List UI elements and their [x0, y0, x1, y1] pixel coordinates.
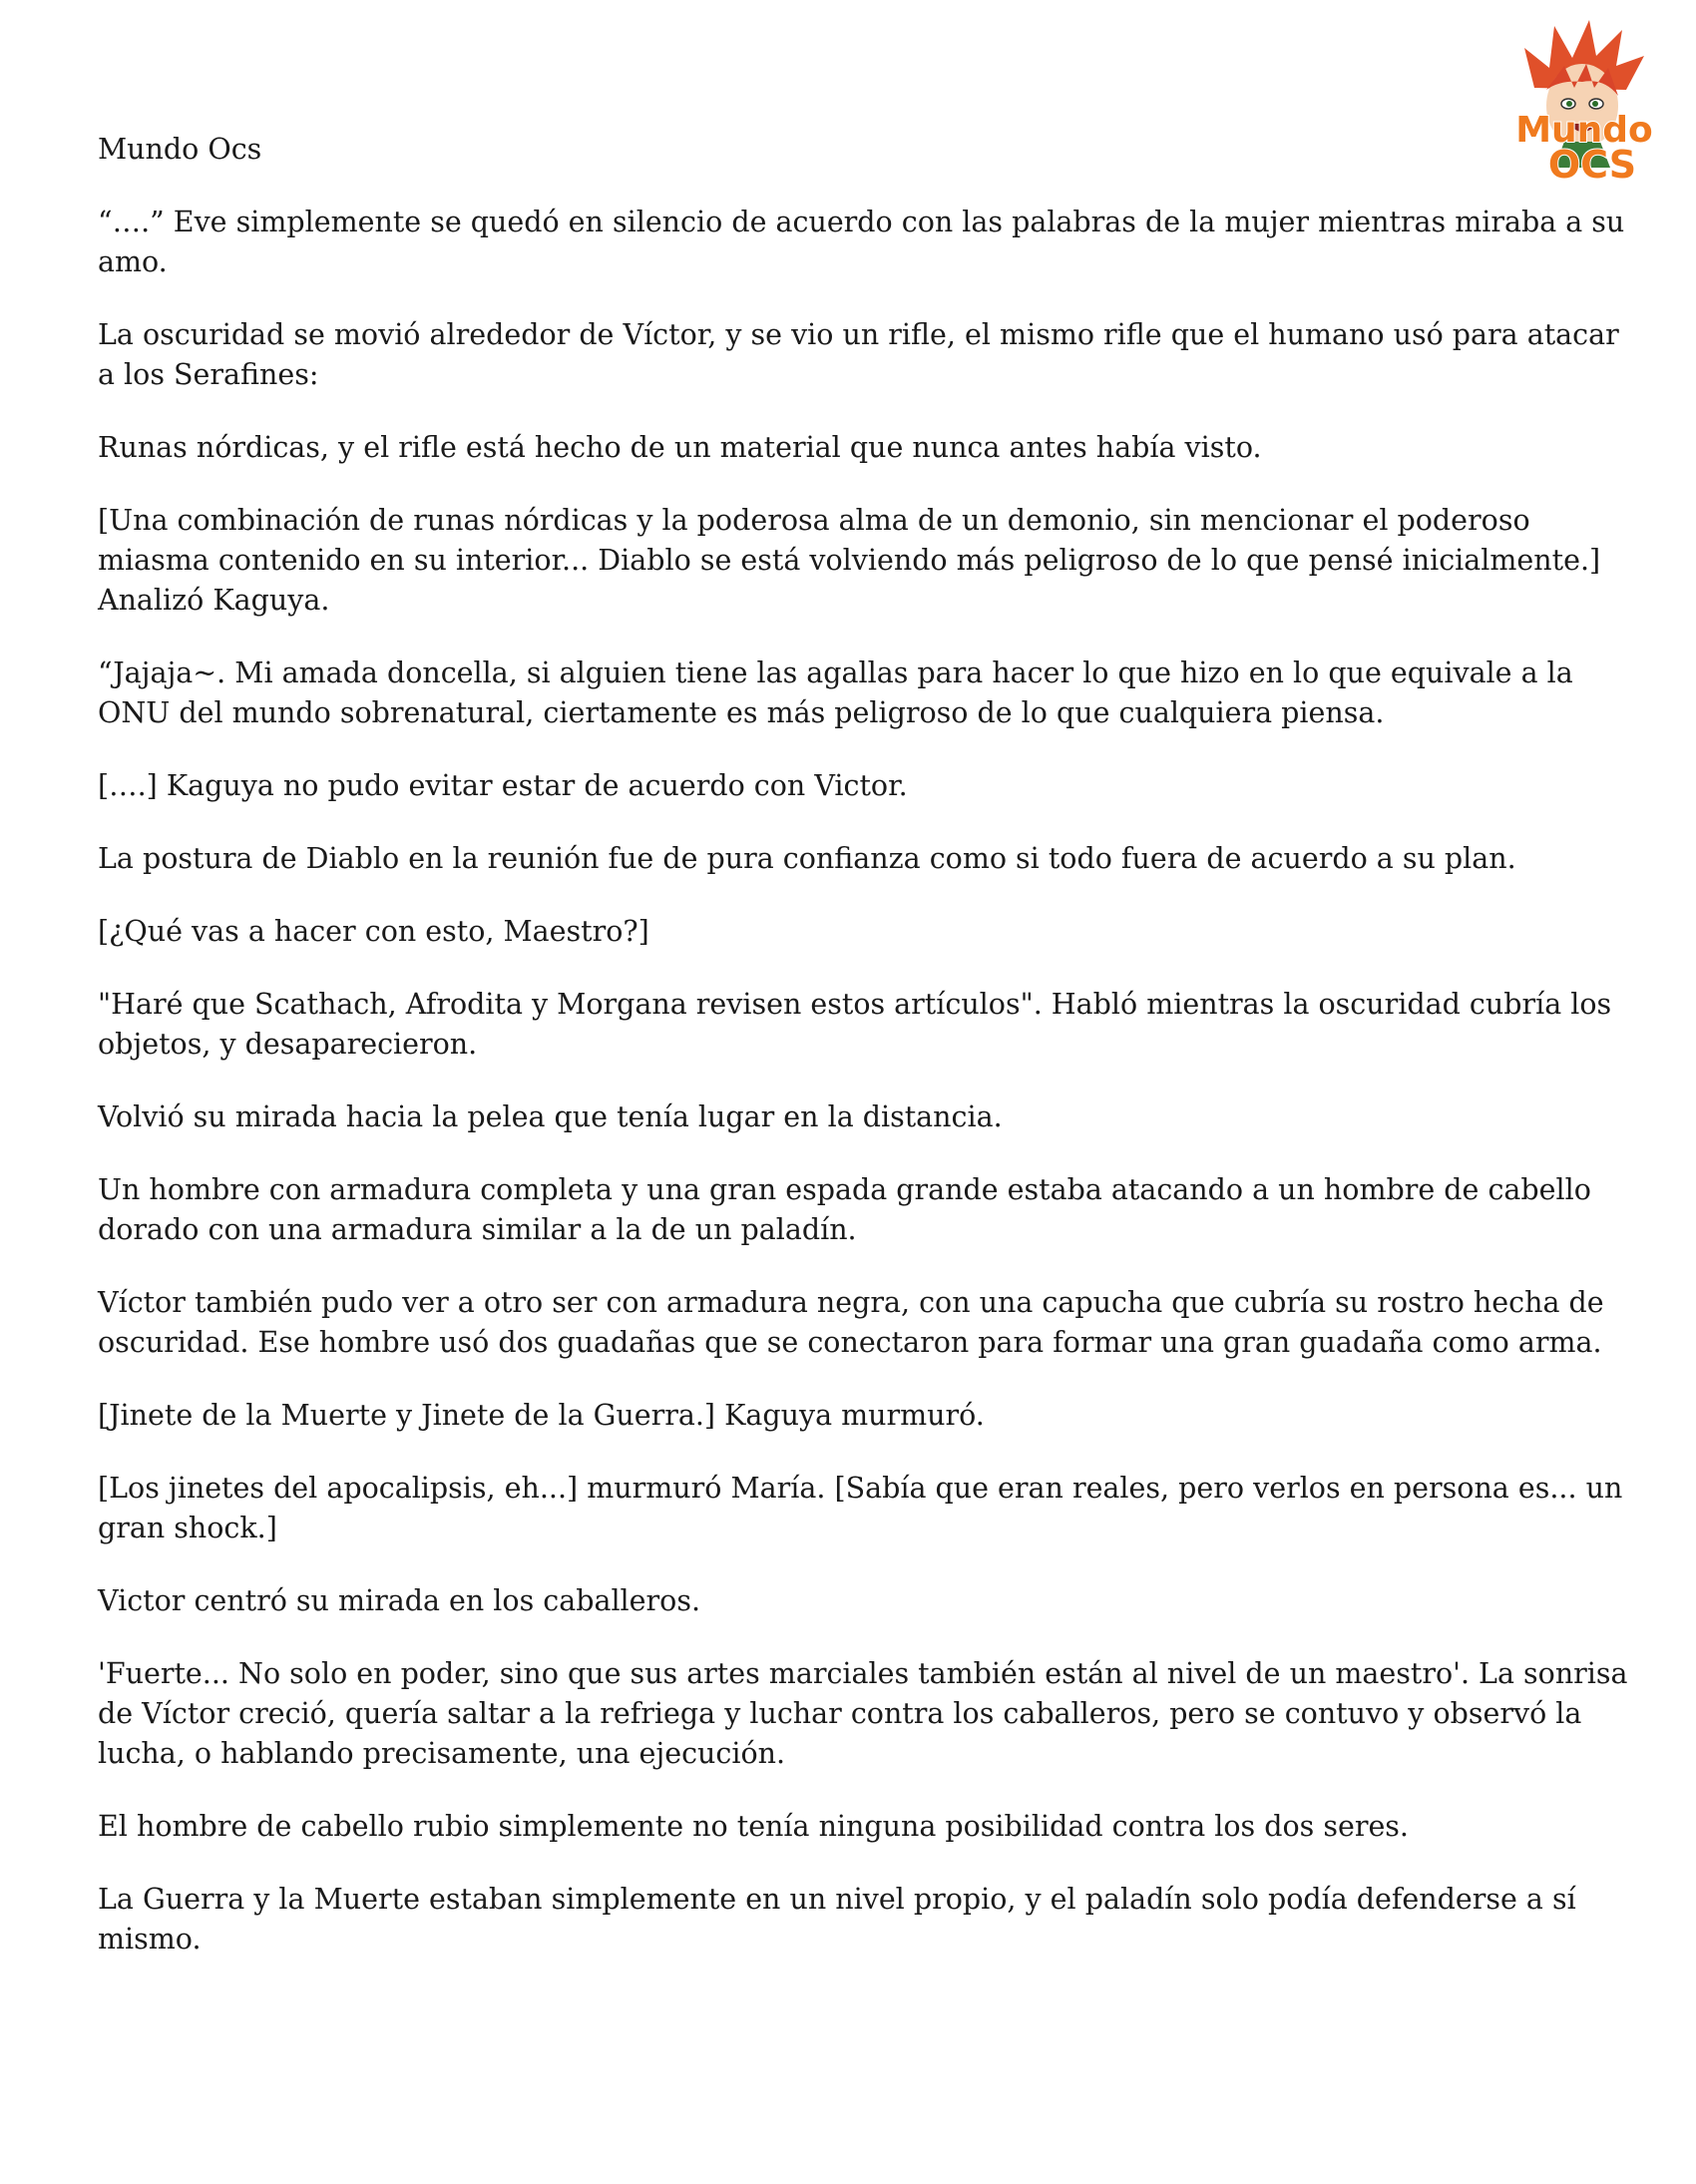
paragraph-15: Victor centró su mirada en los caballeros.	[98, 1584, 701, 1617]
paragraph-1: “….” Eve simplemente se quedó en silencio de acuerdo con las palabras de la mujer mientras miraba a su amo.	[98, 206, 1625, 278]
paragraph-13: [Jinete de la Muerte y Jinete de la Guerra.] Kaguya murmuró.	[98, 1399, 985, 1432]
svg-text:OCS: OCS	[1547, 143, 1637, 187]
paragraph-10: Volvió su mirada hacia la pelea que tenía lugar en la distancia.	[98, 1100, 1003, 1133]
paragraph-6: [….] Kaguya no pudo evitar estar de acuerdo con Victor.	[98, 769, 908, 802]
paragraph-9: "Haré que Scathach, Afrodita y Morgana revisen estos artículos". Habló mientras la oscuridad cubría los objetos, y desaparecieron.	[98, 988, 1612, 1061]
paragraph-16: 'Fuerte... No solo en poder, sino que sus artes marciales también están al nivel de un maestro'. La sonrisa de Víctor creció, quería saltar a la refriega y luchar contra los caballeros, pero se contuvo y observó la lucha, o hablando precisamente, una ejecución.	[98, 1657, 1628, 1770]
paragraph-14: [Los jinetes del apocalipsis, eh...] murmuró María. [Sabía que eran reales, pero verlos en persona es... un gran shock.]	[98, 1472, 1623, 1544]
document-body	[98, 130, 1637, 1992]
paragraph-8: [¿Qué vas a hacer con esto, Maestro?]	[98, 915, 649, 948]
paragraph-4: [Una combinación de runas nórdicas y la poderosa alma de un demonio, sin mencionar el poderoso miasma contenido en su interior... Diablo se está volviendo más peligroso de lo que pensé inicialmente.] Analizó Kaguya.	[98, 504, 1601, 617]
svg-text:Mundo: Mundo	[1515, 110, 1653, 151]
paragraph-11: Un hombre con armadura completa y una gran espada grande estaba atacando a un hombre de cabello dorado con una armadura similar a la de un paladín.	[98, 1173, 1591, 1246]
paragraph-17: El hombre de cabello rubio simplemente no tenía ninguna posibilidad contra los dos seres.	[98, 1810, 1409, 1843]
paragraph-7: La postura de Diablo en la reunión fue de pura confianza como si todo fuera de acuerdo a su plan.	[98, 842, 1516, 875]
paragraph-2: La oscuridad se movió alrededor de Víctor, y se vio un rifle, el mismo rifle que el humano usó para atacar a los Serafines:	[98, 318, 1619, 391]
paragraph-18: La Guerra y la Muerte estaban simplemente en un nivel propio, y el paladín solo podía defenderse a sí mismo.	[98, 1883, 1576, 1956]
paragraph-5: “Jajaja~. Mi amada doncella, si alguien tiene las agallas para hacer lo que hizo en lo que equivale a la ONU del mundo sobrenatural, ciertamente es más peligroso de lo que cualquiera piensa.	[98, 656, 1573, 729]
page-title: Mundo Ocs	[98, 133, 262, 166]
paragraph-12: Víctor también pudo ver a otro ser con armadura negra, con una capucha que cubría su rostro hecha de oscuridad. Ese hombre usó dos guadañas que se conectaron para formar una gran guadaña como arma.	[98, 1286, 1604, 1359]
paragraph-3: Runas nórdicas, y el rifle está hecho de un material que nunca antes había visto.	[98, 431, 1262, 464]
